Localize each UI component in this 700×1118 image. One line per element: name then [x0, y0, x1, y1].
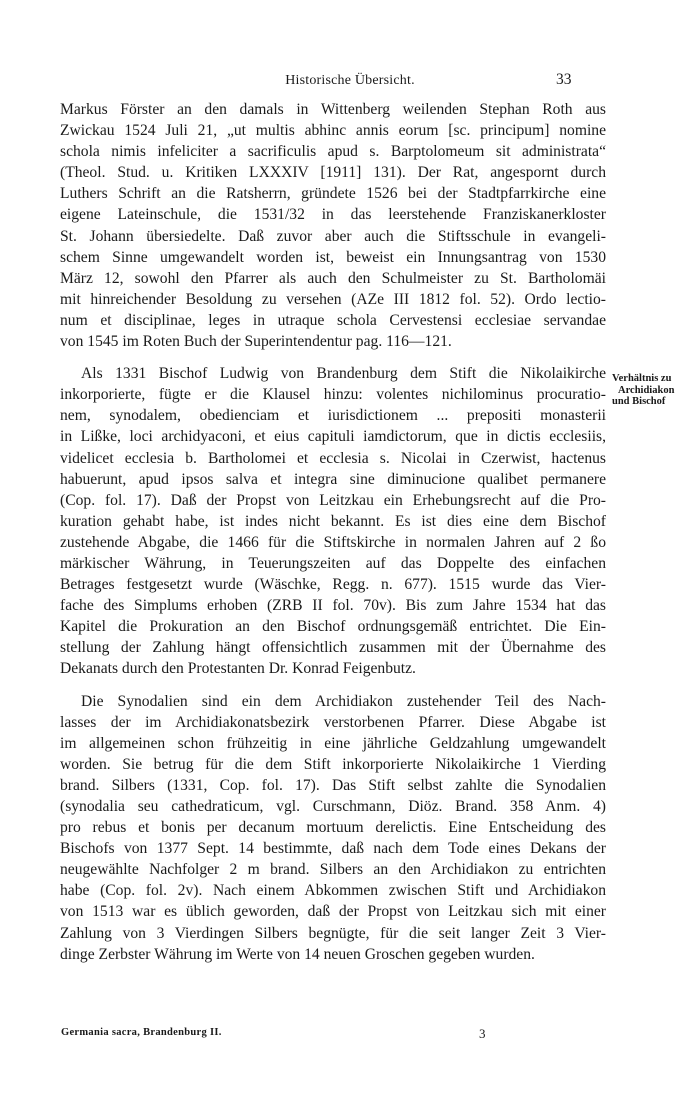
- text-line: märkischer Währung, in Teuerungszeiten auf das Doppelte des einfachen: [60, 554, 606, 572]
- text-line: stellung der Zahlung hängt offensichtlich zusammen mit der Übernahme des: [60, 639, 606, 657]
- text-line: fache des Simplums erhoben (ZRB II fol. 70v). Bis zum Jahre 1534 hat das: [60, 597, 606, 615]
- text-line: von 1513 war es üblich geworden, daß der Propst von Leitzkau sich mit einer: [60, 903, 606, 921]
- page-number: 33: [556, 71, 572, 88]
- text-line: Markus Förster an den damals in Wittenberg weilenden Stephan Roth aus: [60, 101, 606, 118]
- text-line: worden. Sie betrug für die dem Stift inkorporierte Nikolaikirche 1 Vierding: [60, 755, 606, 773]
- text-line: lasses der im Archidiakonatsbezirk verstorbenen Pfarrer. Diese Abgabe ist: [60, 713, 606, 731]
- paragraph-gap: [60, 680, 606, 691]
- paragraph-synodalia: [60, 691, 606, 965]
- text-line: kuration gehabt habe, ist indes nicht bekannt. Es ist dies eine dem Bischof: [60, 512, 606, 530]
- margin-note-line: und Bischof: [612, 396, 666, 407]
- text-line: (synodalia seu cathedraticum, vgl. Curschmann, Diöz. Brand. 358 Anm. 4): [60, 798, 606, 815]
- running-header-title: Historische Übersicht.: [285, 73, 415, 88]
- text-line: mit hinreichender Besoldung zu versehen (AZe III 1812 fol. 52). Ordo lectio-: [60, 290, 606, 308]
- text-line: brand. Silbers (1331, Cop. fol. 17). Das Stift selbst zahlte die Synodalien: [60, 776, 606, 794]
- margin-note-line: Archidiakon: [618, 384, 675, 396]
- paragraph-gap: [60, 352, 606, 363]
- text-line: Kapitel die Prokuration an den Bischof ordnungsgemäß entrichtet. Die Ein-: [60, 618, 606, 636]
- paragraph-procuration: [60, 363, 606, 679]
- margin-note: [612, 373, 694, 408]
- text-line: St. Johann übersiedelte. Daß zuvor aber auch die Stiftsschule in evangeli-: [60, 227, 606, 245]
- text-line: schem Sinne umgewandelt worden ist, beweist ein Innungsantrag von 1530: [60, 248, 606, 266]
- text-line: Betrages festgesetzt wurde (Wäschke, Regg. n. 677). 1515 wurde das Vier-: [60, 576, 606, 594]
- footer-source: Germania sacra, Brandenburg II.: [61, 1027, 222, 1038]
- text-line: habe (Cop. fol. 2v). Nach einem Abkommen zwischen Stift und Archidiakon: [60, 882, 606, 900]
- text-line: habuerunt, apud ipsos salva et integra sine diminucione qualibet permanere: [60, 470, 606, 488]
- paragraph-school-history: [60, 99, 606, 352]
- text-line: Luthers Schrift an die Ratsherrn, gründete 1526 bei der Stadtpfarrkirche eine: [60, 185, 606, 203]
- text-line: num et disciplinae, leges in utraque schola Cervestensi ecclesiae servandae: [60, 311, 606, 329]
- text-line: zustehende Abgabe, die 1466 für die Stiftskirche in normalen Jahren auf 2 ßo: [60, 533, 606, 551]
- text-line: Die Synodalien sind ein dem Archidiakon zustehender Teil des Nach-: [81, 692, 606, 710]
- text-line: Zwickau 1524 Juli 21, „ut multis abhinc annis eorum [sc. principum] nomine: [60, 122, 606, 140]
- text-line: nem, synodalem, obedienciam et iurisdictionem ... prepositi monasterii: [60, 407, 606, 425]
- text-line: (Cop. fol. 17). Daß der Propst von Leitzkau ein Erhebungsrecht auf die Pro-: [60, 491, 606, 509]
- text-line: in Lißke, loci archidyaconi, et eius capituli iamdictorum, que in dictis ecclesiis,: [60, 428, 606, 446]
- text-line: im allgemeinen schon frühzeitig in eine jährliche Geldzahlung umgewandelt: [60, 734, 606, 752]
- text-line: pro rebus et bonis per decanum mortuum derelictis. Eine Entscheidung des: [60, 819, 606, 837]
- text-line: neugewählte Nachfolger 2 m brand. Silbers an den Archidiakon zu entrichten: [60, 861, 606, 879]
- text-line: schola nimis infeliciter a sacrificulis apud s. Barptolomeum sit administrata“: [60, 143, 606, 161]
- margin-note-line: Verhältnis zu: [612, 373, 672, 384]
- text-line: Als 1331 Bischof Ludwig von Brandenburg dem Stift die Nikolaikirche: [81, 365, 606, 383]
- text-line: videlicet ecclesia b. Bartholomei et ecclesia s. Nicolai in Czerwist, hactenus: [60, 449, 606, 467]
- text-line: März 12, sowohl den Pfarrer als auch den Schulmeister zu St. Bartholomäi: [60, 269, 606, 287]
- text-line: Dekanats durch den Protestanten Dr. Konrad Feigenbutz.: [60, 660, 416, 678]
- text-line: inkorporierte, fügte er die Klausel hinzu: volentes nichilominus procuratio-: [60, 386, 606, 404]
- text-line: Zahlung von 3 Vierdingen Silbers begnügte, für die seit langer Zeit 3 Vier-: [60, 924, 606, 942]
- text-line: eigene Lateinschule, die 1531/32 in das leerstehende Franziskanerkloster: [60, 206, 606, 224]
- main-text: [60, 99, 606, 965]
- sheet-signature: 3: [479, 1026, 486, 1041]
- text-line: (Theol. Stud. u. Kritiken LXXXIV [1911] 131). Der Rat, angespornt durch: [60, 164, 606, 182]
- text-line: dinge Zerbster Währung im Werte von 14 neuen Groschen gegeben wurden.: [60, 945, 535, 963]
- text-line: Bischofs von 1377 Sept. 14 bestimmte, daß nach dem Tode eines Dekans der: [60, 840, 606, 858]
- text-line: von 1545 im Roten Buch der Superintendentur pag. 116—121.: [60, 333, 452, 351]
